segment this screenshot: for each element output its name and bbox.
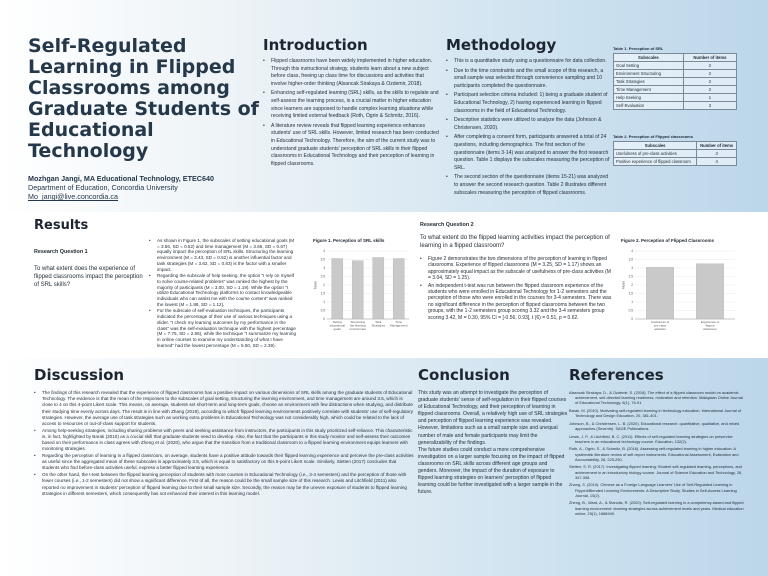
table-row (614, 158, 737, 166)
table-header: Subscales (614, 142, 697, 150)
rq1-label: Research Question 1 (34, 249, 88, 255)
reference-item: Alsancak Sirakaya, D., & Ozdemir, S. (2018). The effect of a flipped classroom model on academic achievement, self-directed learning readiness, motivation and retention. Malaysian Online Journal of Educational Technology, 6(1), 76-91. (569, 390, 743, 406)
y-tick-label: 1 (323, 300, 325, 305)
table-row (614, 70, 737, 78)
table-header: Subscales (614, 54, 684, 62)
x-tick-label: Experience of (700, 320, 720, 324)
y-tick-label: 3 (631, 266, 633, 271)
figure1-svg (313, 247, 413, 335)
rq1-findings (149, 238, 297, 349)
methodology-bullet: • Participant selection criteria included: 1) being a graduate student of Educational Technology, 2) having experienced learning in flipped classrooms in the field of Educational Technology. (446, 92, 610, 115)
y-tick-label: 0.5 (628, 308, 633, 313)
x-tick-label: goals (333, 327, 341, 332)
author-info (28, 174, 260, 201)
table-header: Number of items (697, 142, 737, 150)
rq2-label: Research Question 2 (420, 222, 474, 228)
rq1-list (149, 238, 297, 348)
references-heading: References (569, 366, 664, 384)
figure2-chart (621, 238, 739, 338)
discussion-heading: Discussion (34, 366, 125, 384)
rq1-bullet: • For the subscale of self-evaluation techniques, the participants indicated the percentage of their use of various techniques using a slider. "I check my learning outcomes by my performance in the class" was the self-evaluation technique with the highest percentage (M = 7.75, SD = 2.86), while the technique "I summarize my learning in online courses to examine my understanding of what I have learned" had the lowest percentage (M = 5.50, SD = 2.39). (149, 308, 297, 348)
results-heading: Results (34, 218, 89, 233)
bar (373, 257, 384, 319)
reference-item: Lewis, J. P., & Litchfield, B. C. (2011). Effects of self-regulated learning strategies on preservice teachers in an educational technology course. Education, 132(2). (569, 433, 733, 444)
table-cell: Positive experience of flipped classroom (614, 158, 697, 166)
y-tick-label: 1.5 (628, 291, 633, 296)
y-axis-label: Mean (621, 281, 626, 289)
figure1-caption: Figure 1. Perception of SRL skills (313, 238, 385, 243)
table-cell: 3 (683, 102, 736, 110)
x-tick-label: activities (654, 327, 666, 332)
y-tick-label: 0 (631, 317, 633, 322)
rq2-block (420, 222, 612, 322)
introduction-list (263, 58, 441, 168)
table2-caption: Table 2. Perception of Flipped classrooms (613, 134, 693, 139)
y-tick-label: 0 (323, 317, 325, 322)
table-cell: 1 (683, 94, 736, 102)
email-link[interactable]: Mo_jangi@live.concordia.ca (28, 192, 118, 201)
rq2-bullet: • An independent t-test was run between the flipped classroom experience of the students who were enrolled in Educational Technology for 1-2 semesters and the perception of those who were enrolled in the courses for 3-4 semesters. There was no significant difference in the perception of flipped classrooms between the two groups, with the 1-2 semesters group scoring 3.32 and the 3-4 semesters group scoring 3.42, M = 0.30, 95% CI = [-0.56, 0.93], t (6) = 0.51, p = 0.62. (420, 283, 612, 321)
x-tick-label: flipped (705, 323, 715, 328)
y-tick-label: 1 (631, 300, 633, 305)
introduction-bullet: • Enhancing self-regulated learning (SRL) skills, as the skills to regulate and self-assess the learning process, is a crucial matter in higher education since learners are supposed to handle complex learning situations while receiving limited external feedback (Roth, Ogrin & Schmitz, 2016). (263, 90, 441, 120)
table-row (614, 150, 737, 158)
methodology-bullet: • Descriptive statistics were utilized to analyze the data (Johnson & Christensen, 2020). (446, 117, 610, 132)
x-tick-label: classroom (703, 327, 717, 332)
conclusion-section (418, 366, 568, 496)
y-tick-label: 3 (323, 266, 325, 271)
discussion-section (34, 366, 414, 497)
reference-item: Barak, M. (2010). Motivating self-regulated learning in technology education. International Journal of Technology and Design Education, 20, 381-401. (569, 408, 742, 419)
y-axis-label: Mean (313, 281, 318, 289)
table-cell: 3 (697, 150, 737, 158)
figure2-svg (621, 247, 739, 335)
table-cell: Self-Evaluation (614, 102, 684, 110)
reference-item: Sletten, S. R. (2017). Investigating flipped learning: Student self-regulated learning, perceptions, and achievement in an introductory biology course. Journal of Science Education and Technology, 26, 347-358. (569, 464, 743, 480)
y-tick-label: 2 (631, 283, 633, 288)
table-row (614, 62, 737, 70)
rq2-list (420, 256, 612, 321)
discussion-bullet: • Among help-seeking strategies, including sharing problems with peers and seeking assistance from instructors, the participants in this study prioritized self-reliance. This characteristic is, in fact, highlighted by Barak (2010) as a crucial skill that graduate students need to develop. Also, the fact that the participants in this study monitor and self-assess their outcomes based on their performance in class agrees with Zheng et al. (2020), who argue that the transition from a traditional classroom to a flipped learning environment equips learners with monitoring strategies. (34, 428, 414, 453)
x-tick-label: Time (395, 320, 403, 324)
table-cell: Task Strategies (614, 78, 684, 86)
reference-item: Johnson, B., & Christensen, L. B. (2020). Educational research: quantitative, qualitative, and mixed approaches (Seventh). SAGE Publications. (569, 420, 740, 431)
discussion-list (34, 390, 414, 497)
author-name: Mozhgan Jangi, MA Educational Technology, ETEC640 (28, 174, 214, 183)
discussion-bullet: • On the other hand, the t-test between the flipped learning perception of students with more courses in Educational Technology (i.e., 3-4 semesters) and the perception of those with fewer courses (i.e., 1-2 semesters) did not show a significant difference. First of all, the reason could be the small sample size of this research. Lewis and Litchfield (2011) also reported no improvement in students' perception of flipped learning due to their small sample size. Secondly, the reason may be the uneven exposure of students to flipped learning strategies in different semesters, which consequently has not enhanced their interest in this learning model. (34, 472, 414, 497)
figure1-chart (313, 238, 413, 338)
introduction-bullet: • Flipped classrooms have been widely implemented in higher education. Through this instructional strategy, students learn about a new subject before class, freeing up class time for discussions and activities that involve higher-order thinking (Alsancak Sirakaya & Ozdemir, 2018). (263, 58, 441, 88)
table-row (614, 86, 737, 94)
y-tick-label: 2.5 (628, 274, 633, 279)
conclusion-paragraph: The future studies could conduct a more comprehensive investigation on a larger sample focusing on the impact of flipped classrooms on SRL skills across different age groups and genders. Moreover, the impact of the duration of exposure to flipped learning strategies on learners' perception of flipped learning could be further investigated with a larger sample in the future. (418, 446, 565, 496)
x-tick-label: Strategies (371, 323, 386, 328)
table-srl-subscales (613, 53, 737, 110)
table-row (614, 78, 737, 86)
methodology-list (446, 58, 610, 197)
y-tick-label: 2 (323, 283, 325, 288)
table-cell: Usefulness of pre-class activities (614, 150, 697, 158)
table-row (614, 94, 737, 102)
x-tick-label: Setting (332, 320, 342, 324)
bar (646, 267, 674, 319)
table-cell: 2 (683, 70, 736, 78)
introduction-section (263, 36, 441, 170)
x-tick-label: Task (375, 320, 382, 324)
rq2-bullet: • Figure 2 demonstrates the two dimensions of the perception of learning in flipped classrooms. Experience of flipped classrooms (M = 3.25, SD = 1.17) shows an approximately equal impact as the subscale of usefulness of pre-class activities (M = 3.04, SD = 1.25). (420, 256, 612, 282)
x-tick-label: environment (349, 327, 367, 332)
table-cell: Goal Setting (614, 62, 684, 70)
y-tick-label: 2.5 (320, 274, 325, 279)
table-header: Number of items (683, 54, 736, 62)
poster-title: Self-Regulated Learning in Flipped Classrooms among Graduate Students of Educational Technology (28, 35, 259, 162)
conclusion-heading: Conclusion (418, 366, 510, 384)
table-flipped-subscales (613, 141, 737, 166)
x-tick-label: Structuring (350, 320, 366, 324)
department: Department of Education, Concordia University (28, 183, 178, 192)
introduction-bullet: • A literature review reveals that flipped learning experience enhances students' use of SRL skills. However, limited research has been conducted in Educational Technology. Therefore, the aim of the current study was to understand graduate students' perception of SRL skills in their flipped classrooms in Educational Technology and their perception of learning in flipped classrooms. (263, 123, 441, 169)
discussion-bullet: • The findings of this research revealed that the experience of flipped classrooms has a positive impact on various dimensions of SRL skills among the graduate students of Educational Technology. The evidence is that the mean of the responses to the subscales of goal setting, structuring the learning environment, and time management are around 3.5, which is close to 4 on this 4-point Likert scale. This means, on average, students set short-term and long-term goals, choose an environment with few distractions when studying, and distribute their studying time evenly across days. The result is in line with Zhang (2019), according to which flipped learning environments positively correlate with students' use of self-regulatory strategies. However, the average use of task strategies such as working extra problems in Educational Technology was not considerably high, which could be related to the lack of access to resources or out-of-class support for students. (34, 390, 414, 427)
table1-caption: Table 1. Perception of SRL (613, 46, 664, 51)
x-tick-label: educational (329, 323, 345, 328)
table-cell: 4 (697, 158, 737, 166)
table-cell: Time Management (614, 86, 684, 94)
bar (696, 264, 724, 319)
methodology-bullet: • This is a quantitative study using a questionnaire for data collection. (446, 58, 610, 66)
results-section (34, 218, 144, 289)
conclusion-paragraph: This study was an attempt to investigate the perception of graduate students' sense of self-regulation in their flipped courses of Educational Technology, and their perception of learning in flipped classrooms. Overall, a relatively high use of SRL strategies and perception of flipped learning experience was revealed. However, limitations such as a small sample size and unequal number of male and female participants may limit the generalizability of the findings. (418, 390, 568, 446)
y-tick-label: 1.5 (320, 291, 325, 296)
rq2-text: To what extent do the flipped learning activities impact the perception of learning in a flipped classroom? (420, 235, 610, 249)
table-cell: 2 (683, 62, 736, 70)
x-tick-label: pre-class (653, 323, 667, 328)
bar (393, 258, 404, 319)
discussion-bullet: • Regarding the perception of learning in a flipped classroom, on average, students have a positive attitude towards their flipped learning experience and perceive the pre-class activities as useful since the aggregated mean of these subscales is approximately 3.5, which is equal to satisfactory on this 5-point Likert scale. Similarly, Sletten (2017) concludes that students who find before-class activities useful, express a better flipped learning experience. (34, 453, 414, 472)
table-cell: 2 (683, 78, 736, 86)
methodology-bullet: • The second section of the questionnaire (items 15-21) was analyzed to answer the second research question. Table 2 illustrates different subscales measuring the perception of flipped classrooms. (446, 174, 610, 197)
reference-item: Roth, A., Ogrin, S., & Schmitz, B. (2016). Assessing self-regulated learning in higher education: A systematic literature review of self-report instruments. Educational Assessment, Evaluation and Accountability, 28, 225-250. (569, 446, 739, 462)
reference-item: Zheng, B., Ward, A., & Stanulis, R. (2020). Self-regulated learning in a competency-based and flipped learning environment: learning strategies across achievement levels and years. Medical education online, 25(1), 1686949. (569, 500, 744, 516)
y-tick-label: 3.5 (628, 257, 633, 262)
references-section (569, 366, 747, 518)
y-tick-label: 4 (631, 249, 633, 254)
y-tick-label: 3.5 (320, 257, 325, 262)
rq1-bullet: • As shown in Figure 1, the subscales of setting educational goals (M = 3.56, SD = 0.52) and time management (M = 3.56, SD = 0.67) equally impact the perception of SRL skills. Structuring the learning environment (M = 3.43, SD = 0.62) is another influential factor and task strategies (M = 3.62, SD = 0.83) is the factor with a smaller impact. (149, 238, 297, 272)
title-block (28, 36, 260, 201)
methodology-section (446, 36, 610, 199)
x-tick-label: Usefulness of (650, 320, 670, 324)
x-tick-label: Management (389, 323, 408, 328)
methodology-bullet: • Due to the time constraints and the small scope of this research, a small sample was selected through convenience sampling and 10 participants completed the questionnaire. (446, 68, 610, 91)
bar (332, 258, 343, 319)
introduction-heading: Introduction (263, 36, 368, 54)
rq1-bullet: • Regarding the subscale of help seeking, the option "I rely on myself to solve course-related problems" was ranked the highest by the majority of participants (M = 3.00, SD = 1.19). While the option "I utilize Educational Technology platforms to contact knowledgeable individuals who can assist me with the course content" was ranked the lowest (M = 1.88, SD = 1.12). (149, 273, 297, 307)
tables-column (613, 46, 737, 166)
bar (352, 261, 363, 319)
methodology-heading: Methodology (446, 36, 557, 54)
y-tick-label: 4 (323, 249, 325, 254)
table-cell: Help Seeking (614, 94, 684, 102)
table-cell: Environment Structuring (614, 70, 684, 78)
x-tick-label: the learning (349, 323, 366, 328)
rq1-text: To what extent does the experience of flipped classrooms impact the perception of SRL skills? (34, 266, 143, 288)
reference-item: Zhang, S. (2019). Chinese as a Foreign Language Learners' Use of Self-Regulated Learning in Flipped/Blended Learning Environments: A Descriptive Study. Studies in Self-Access Learning Journal, 10(2). (569, 482, 737, 498)
methodology-bullet: • After completing a consent form, participants answered a total of 24 questions, including demographics. The first section of the questionnaire (items 3-14) was analyzed to answer the first research question. Table 1 displays the subscales measuring the perception of SRL. (446, 134, 610, 172)
table-cell: 2 (683, 86, 736, 94)
y-tick-label: 0.5 (320, 308, 325, 313)
table-row (614, 102, 737, 110)
figure2-caption: Figure 2. Perception of Flipped Classrooms (621, 238, 715, 243)
